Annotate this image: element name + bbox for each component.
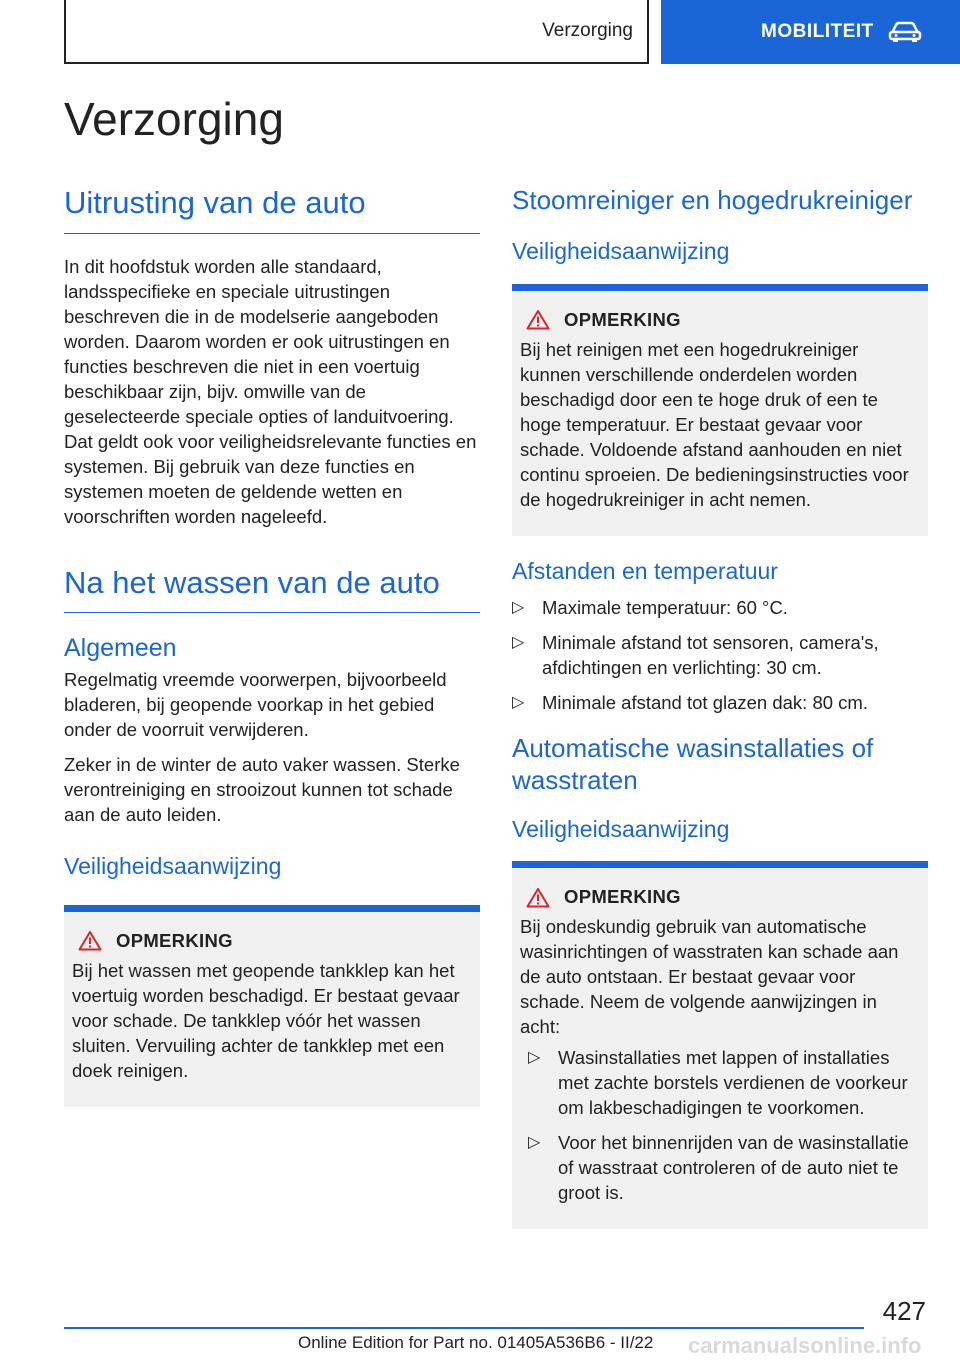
triangle-bullet-icon: ▷ — [528, 1134, 541, 1152]
footer-divider — [64, 1327, 864, 1329]
note-title: OPMERKING — [116, 929, 233, 951]
warning-icon — [526, 887, 550, 908]
note-box-right-2 — [512, 861, 928, 1229]
right-column — [512, 185, 928, 1249]
heading-stoom: Stoomreiniger en hogedrukreiniger — [512, 185, 913, 215]
note-text: Bij het reinigen met een hogedrukreiniger kunnen verschillende onderdelen worden beschadigd door een te hoge druk of een te hoge temperatuur. Er bestaat gevaar voor schade. Voldoende afstand aanhouden en niet continu sproeien. De bedieningsinstructies voor de hogedrukreiniger in acht nemen. — [520, 338, 909, 510]
afstanden-list — [512, 595, 928, 715]
note-text: Bij het wassen met geopende tankklep kan het voertuig worden beschadigd. Er bestaat gevaar voor schade. De tankklep vóór het wassen sluiten. Vervuiling achter de tankklep met een doek reinigen. — [72, 959, 460, 1081]
list-item: ▷ Voor het binnenrijden van de wasinstallatie of wasstraat controleren of de auto niet te groot is. — [528, 1132, 909, 1204]
paragraph-algemeen-2: Zeker in de winter de auto vaker wassen. Sterke verontreiniging en strooizout kunnen tot schade aan de auto leiden. — [64, 754, 460, 826]
triangle-bullet-icon: ▷ — [512, 694, 525, 712]
header-chapter-label: MOBILITEIT — [761, 21, 874, 42]
heading-afstanden: Afstanden en temperatuur — [512, 557, 778, 584]
warning-icon — [526, 309, 550, 330]
note-box-right-1 — [512, 284, 928, 536]
note-header — [520, 309, 920, 331]
paragraph-algemeen-1: Regelmatig vreemde voorwerpen, bijvoorbeeld bladeren, bij geopende voorkap in het gebied onder de voorruit verwijderen. — [64, 669, 447, 741]
triangle-bullet-icon: ▷ — [512, 634, 525, 652]
heading-uitrusting: Uitrusting van de auto — [64, 185, 480, 234]
list-item: ▷ Minimale afstand tot glazen dak: 80 cm. — [512, 692, 868, 714]
triangle-bullet-icon: ▷ — [528, 1049, 541, 1067]
header-section-label: Verzorging — [542, 20, 633, 41]
note-header — [520, 886, 920, 908]
car-icon — [888, 21, 922, 43]
paragraph-uitrusting: In dit hoofdstuk worden alle standaard, landsspecifieke en speciale uitrustingen beschreven die in de modelserie aangeboden worden. Daarom worden er ook uitrustingen en functies beschreven die niet in een voertuig beschikbaar zijn, bijv. omwille van de geselecteerde speciale opties of landuitvoering. Dat geldt ook voor veiligheidsrelevante functies en systemen. Bij gebruik van deze functies en systemen moeten de geldende wetten en voorschriften worden nageleefd. — [64, 255, 477, 527]
heading-veiligheid-right-2: Veiligheidsaanwijzing — [512, 815, 730, 842]
heading-wassen: Na het wassen van de auto — [64, 565, 480, 614]
note-title: OPMERKING — [564, 886, 681, 908]
watermark: carmanualsonline.info — [688, 1333, 922, 1358]
triangle-bullet-icon: ▷ — [512, 599, 525, 617]
left-column — [64, 185, 480, 1127]
heading-veiligheid-right-1: Veiligheidsaanwijzing — [512, 238, 730, 265]
footer-edition: Online Edition for Part no. 01405A536B6 - II/22 — [298, 1333, 654, 1352]
header-chapter — [661, 0, 960, 64]
page-number: 427 — [882, 1296, 926, 1326]
note-header — [72, 930, 472, 952]
warning-icon — [78, 930, 102, 951]
list-item: ▷ Maximale temperatuur: 60 °C. — [512, 597, 788, 619]
list-item: ▷ Wasinstallaties met lappen of installaties met zachte borstels verdienen de voorkeur om lakbeschadigingen te voorkomen. — [528, 1047, 908, 1119]
heading-algemeen: Algemeen — [64, 634, 177, 663]
list-item: ▷ Minimale afstand tot sensoren, camera's, afdichtingen en verlichting: 30 cm. — [512, 632, 879, 679]
note-list — [520, 1045, 920, 1205]
note-box-left — [64, 905, 480, 1107]
header-section — [64, 0, 649, 64]
page-title: Verzorging — [64, 93, 284, 145]
note-text: Bij ondeskundig gebruik van automatische wasinrichtingen of wasstraten kan schade aan de auto ontstaan. Er bestaat gevaar voor schade. Neem de volgende aanwijzingen in acht: — [520, 916, 899, 1038]
note-title: OPMERKING — [564, 308, 681, 330]
heading-automatisch: Automatische wasinstallaties of wasstraten — [512, 733, 874, 795]
heading-veiligheid-left: Veiligheidsaanwijzing — [64, 853, 282, 880]
